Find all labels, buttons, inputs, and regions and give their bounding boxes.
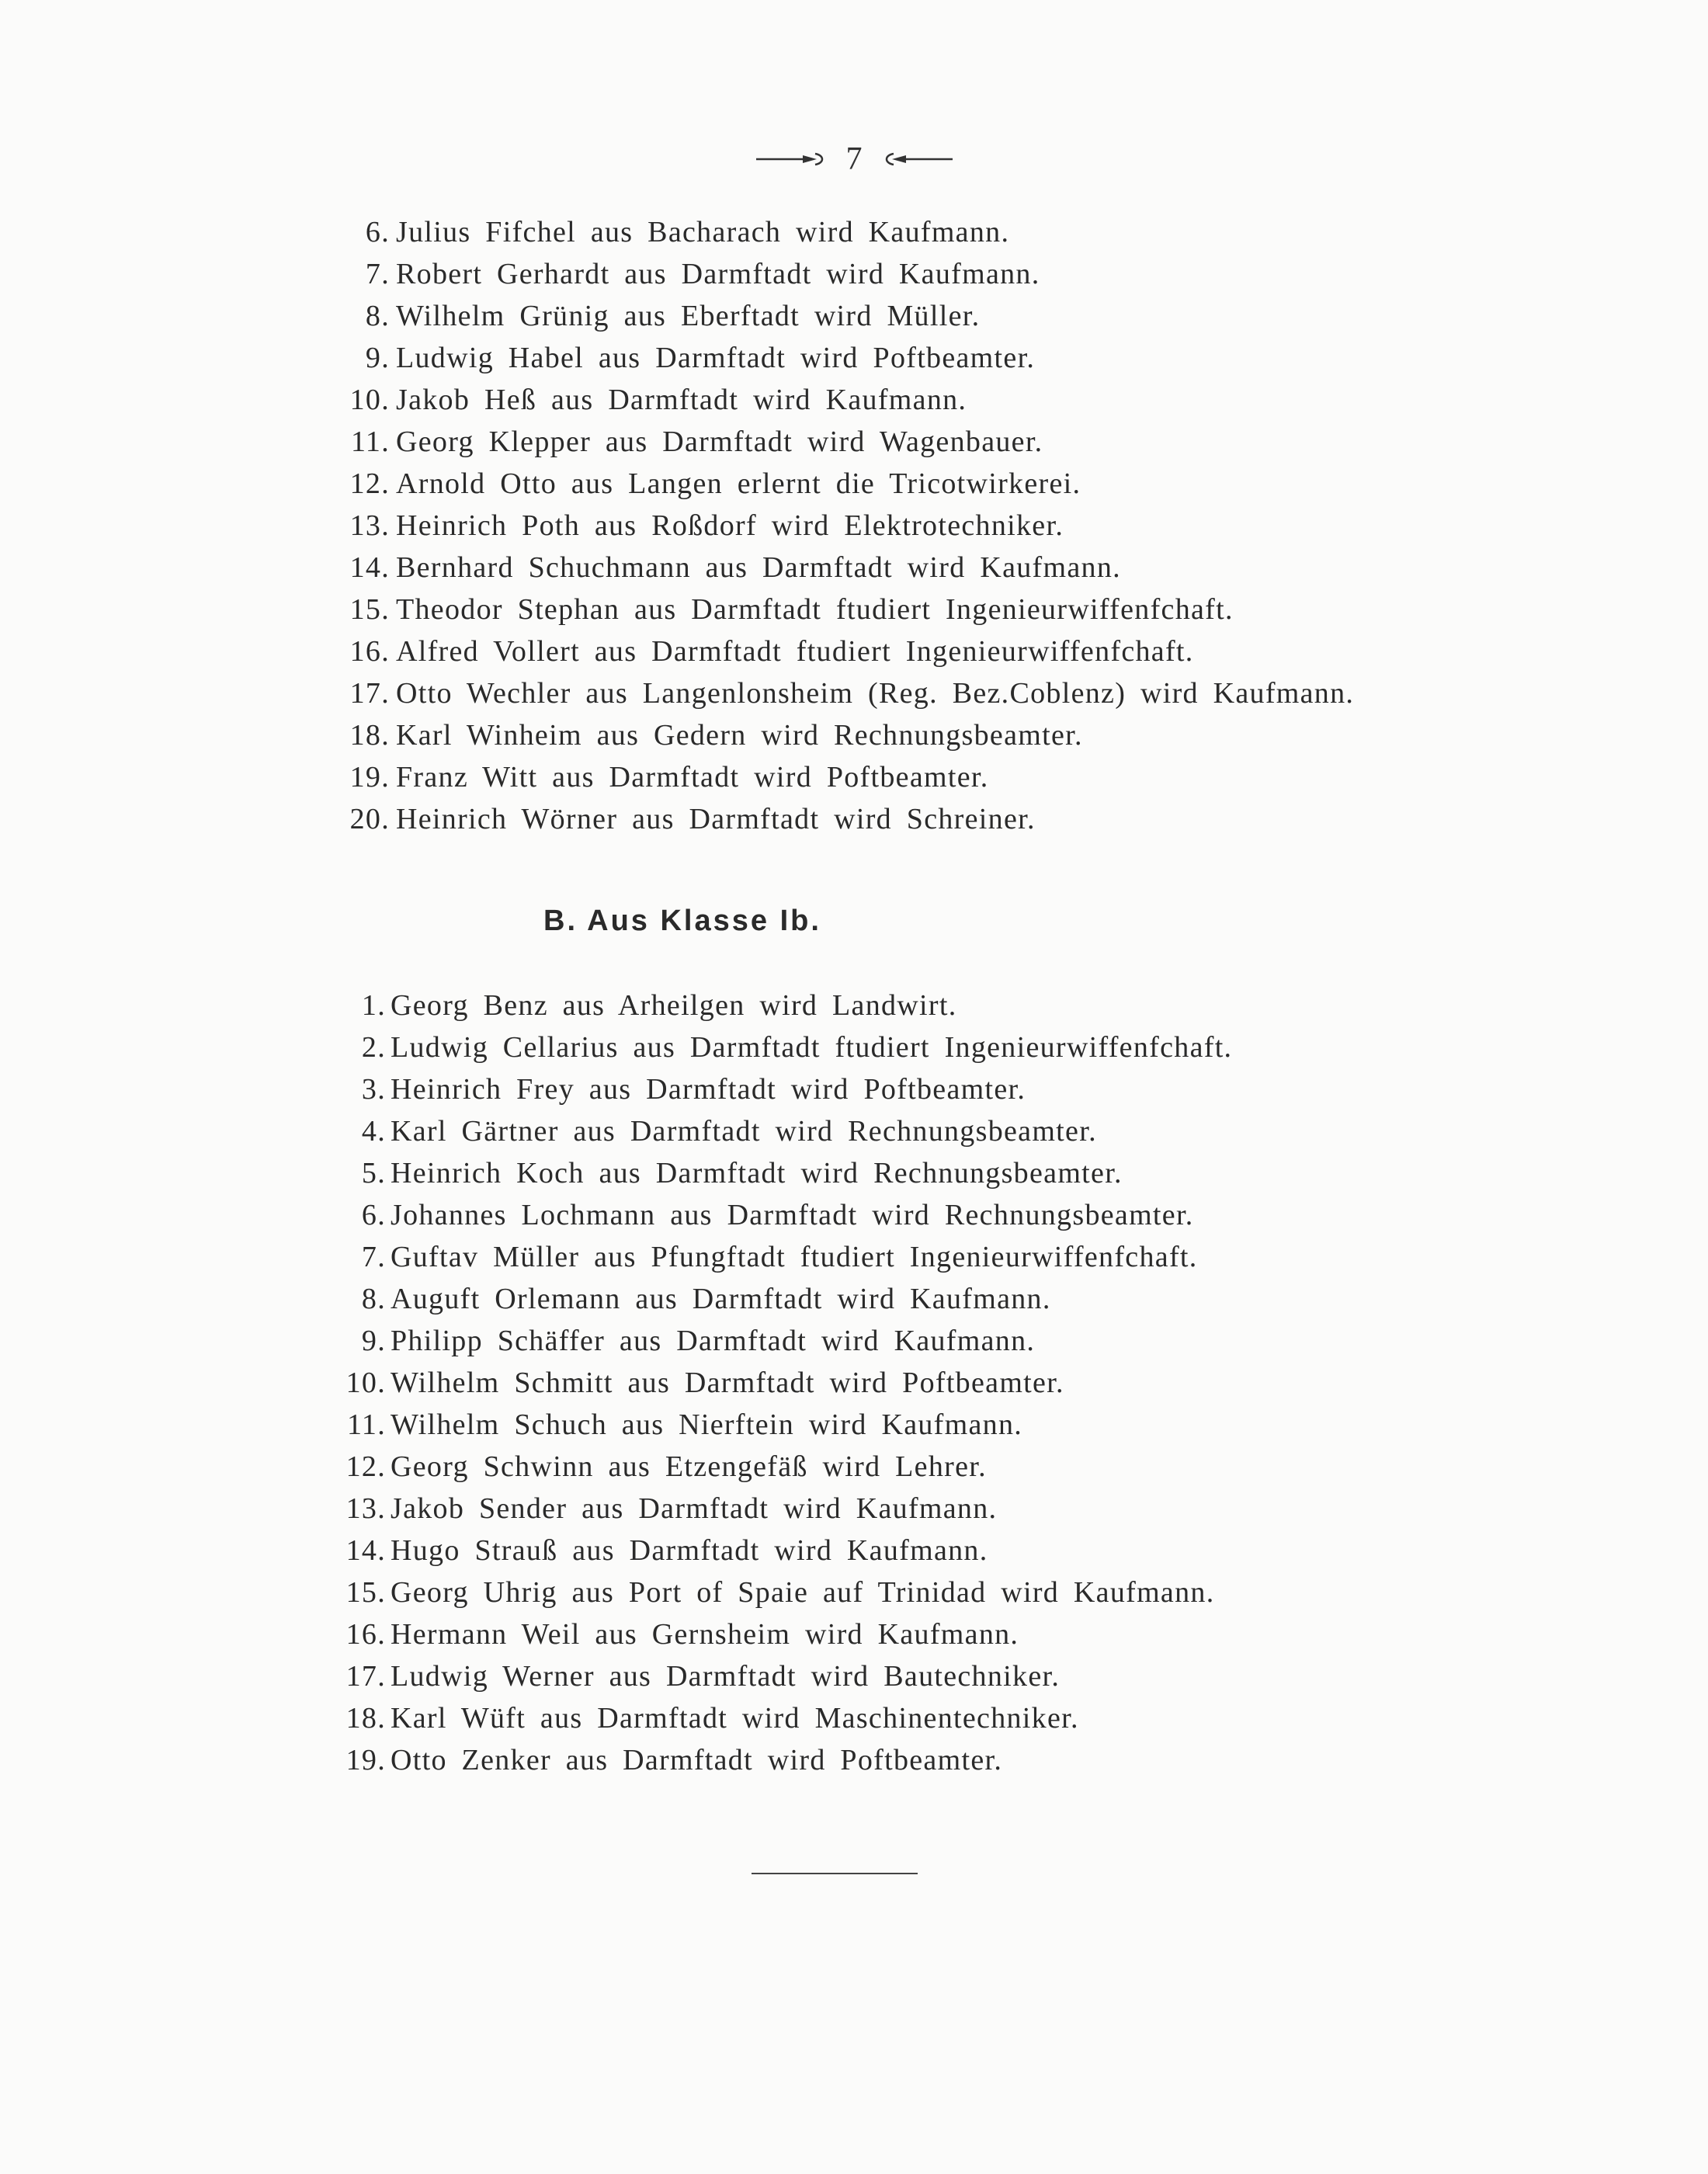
entry-number: 14.: [349, 551, 390, 584]
entry-number: 19.: [345, 1744, 386, 1776]
entry-text: Heinrich Poth aus Roßdorf wird Elektrotechniker.: [396, 509, 1064, 542]
entry-text: Johannes Lochmann aus Darmftadt wird Rechnungsbeamter.: [391, 1199, 1194, 1231]
entry-text: Ludwig Werner aus Darmftadt wird Bautechniker.: [391, 1660, 1061, 1693]
arrow-ornament-left-icon: [883, 151, 953, 167]
entry-number: 9.: [361, 1325, 386, 1357]
entry-number: 8.: [361, 1283, 386, 1315]
entry-number: 9.: [365, 342, 390, 374]
entry-text: Bernhard Schuchmann aus Darmftadt wird Kaufmann.: [396, 551, 1121, 584]
closing-rule: [752, 1873, 918, 1874]
entry-text: Georg Benz aus Arheilgen wird Landwirt.: [391, 989, 957, 1022]
page-number: 7: [845, 141, 863, 177]
entry-text: Karl Gärtner aus Darmftadt wird Rechnungsbeamter.: [391, 1115, 1097, 1148]
entry-text: Robert Gerhardt aus Darmftadt wird Kaufmann.: [396, 258, 1040, 290]
entry-text: Theodor Stephan aus Darmftadt ftudiert Ingenieurwiffenfchaft.: [396, 593, 1234, 626]
arrow-ornament-right-icon: [756, 151, 826, 167]
entry-number: 11.: [351, 425, 390, 458]
entry-number: 4.: [361, 1115, 386, 1148]
entry-number: 5.: [361, 1157, 386, 1189]
entry-number: 17.: [349, 677, 390, 710]
entry-number: 12.: [345, 1450, 386, 1483]
entry-number: 10.: [345, 1367, 386, 1399]
entry-number: 13.: [349, 509, 390, 542]
entry-text: Karl Wüft aus Darmftadt wird Maschinentechniker.: [391, 1702, 1079, 1735]
entry-text: Wilhelm Schmitt aus Darmftadt wird Poftbeamter.: [391, 1367, 1064, 1399]
entry-number: 7.: [361, 1241, 386, 1273]
entry-number: 19.: [349, 761, 390, 794]
entry-number: 16.: [345, 1618, 386, 1651]
entry-text: Ludwig Habel aus Darmftadt wird Poftbeamter.: [396, 342, 1036, 374]
entry-number: 8.: [365, 300, 390, 332]
entry-text: Georg Klepper aus Darmftadt wird Wagenbauer.: [396, 425, 1043, 458]
entry-text: Philipp Schäffer aus Darmftadt wird Kaufmann.: [391, 1325, 1036, 1357]
entry-text: Hugo Strauß aus Darmftadt wird Kaufmann.: [391, 1534, 988, 1567]
entry-number: 15.: [349, 593, 390, 626]
entry-text: Heinrich Wörner aus Darmftadt wird Schreiner.: [396, 803, 1036, 835]
entry-text: Auguft Orlemann aus Darmftadt wird Kaufmann.: [391, 1283, 1051, 1315]
page-header: [738, 140, 970, 179]
entry-number: 3.: [361, 1073, 386, 1106]
entry-text: Alfred Vollert aus Darmftadt ftudiert Ingenieurwiffenfchaft.: [396, 635, 1194, 668]
entry-number: 7.: [365, 258, 390, 290]
entry-text: Wilhelm Grünig aus Eberftadt wird Müller.: [396, 300, 981, 332]
entry-text: Guftav Müller aus Pfungftadt ftudiert Ingenieurwiffenfchaft.: [391, 1241, 1198, 1273]
entry-number: 11.: [347, 1408, 386, 1441]
entry-text: Jakob Heß aus Darmftadt wird Kaufmann.: [396, 384, 967, 416]
entry-number: 10.: [349, 384, 390, 416]
entry-number: 17.: [345, 1660, 386, 1693]
entry-text: Arnold Otto aus Langen erlernt die Tricotwirkerei.: [396, 467, 1081, 500]
entry-text: Hermann Weil aus Gernsheim wird Kaufmann.: [391, 1618, 1019, 1651]
entry-text: Georg Schwinn aus Etzengefäß wird Lehrer.: [391, 1450, 987, 1483]
entry-number: 6.: [361, 1199, 386, 1231]
entry-text: Jakob Sender aus Darmftadt wird Kaufmann.: [391, 1492, 998, 1525]
entry-text: Julius Fifchel aus Bacharach wird Kaufmann.: [396, 216, 1010, 248]
entry-number: 15.: [345, 1576, 386, 1609]
entry-text: Otto Wechler aus Langenlonsheim (Reg. Bez.Coblenz) wird Kaufmann.: [396, 677, 1355, 710]
entry-text: Georg Uhrig aus Port of Spaie auf Trinidad wird Kaufmann.: [391, 1576, 1215, 1609]
entry-text: Heinrich Frey aus Darmftadt wird Poftbeamter.: [391, 1073, 1026, 1106]
entry-number: 14.: [345, 1534, 386, 1567]
entry-number: 20.: [349, 803, 390, 835]
entry-text: Franz Witt aus Darmftadt wird Poftbeamter.: [396, 761, 989, 794]
entry-number: 18.: [345, 1702, 386, 1735]
entry-text: Karl Winheim aus Gedern wird Rechnungsbeamter.: [396, 719, 1083, 752]
entry-number: 18.: [349, 719, 390, 752]
entry-text: Heinrich Koch aus Darmftadt wird Rechnungsbeamter.: [391, 1157, 1123, 1189]
entry-text: Ludwig Cellarius aus Darmftadt ftudiert Ingenieurwiffenfchaft.: [391, 1031, 1233, 1064]
entry-number: 13.: [345, 1492, 386, 1525]
entry-text: Wilhelm Schuch aus Nierftein wird Kaufmann.: [391, 1408, 1023, 1441]
entry-text: Otto Zenker aus Darmftadt wird Poftbeamter.: [391, 1744, 1003, 1776]
entry-number: 2.: [361, 1031, 386, 1064]
entry-number: 6.: [365, 216, 390, 248]
section-b-heading: B. Aus Klasse Ib.: [543, 905, 821, 937]
entry-number: 12.: [349, 467, 390, 500]
entry-number: 1.: [361, 989, 386, 1022]
entry-number: 16.: [349, 635, 390, 668]
